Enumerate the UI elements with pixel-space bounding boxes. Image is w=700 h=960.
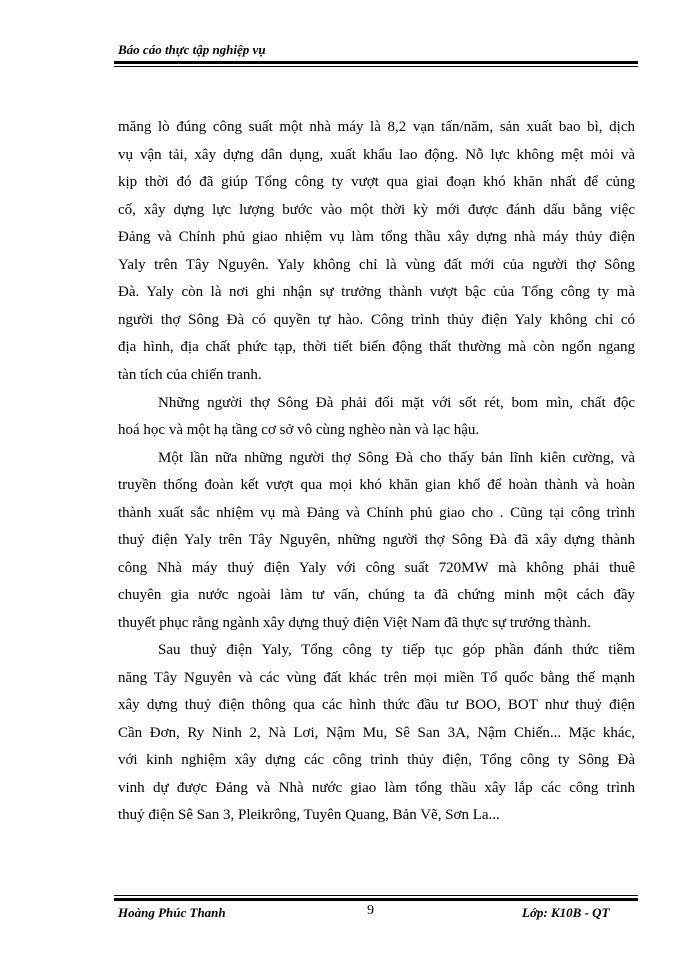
- body-line: truyền thống đoàn kết vượt qua mọi khó khăn gian khổ để hoàn thành và hoàn: [118, 477, 635, 493]
- body-line: thành xuất sắc nhiệm vụ mà Đảng và Chính phủ giao cho . Cũng tại công trình: [118, 505, 635, 521]
- footer-rule-thin: [114, 895, 638, 896]
- footer-class: Lớp: K10B - QT: [522, 905, 610, 920]
- body-line: xây dựng thuỷ điện thông qua các hình thức đầu tư BOO, BOT như thuỷ điện: [118, 697, 635, 713]
- body-line: Đảng và Chính phủ giao nhiệm vụ làm tổng thầu xây dựng nhà máy thủy điện: [118, 229, 635, 245]
- body-line: với kinh nghiệm xây dựng các công trình thủy điện, Tổng công ty Sông Đà: [118, 752, 635, 768]
- body-line: năng Tây Nguyên và các vùng đất khác trên mọi miền Tổ quốc bằng thế mạnh: [118, 670, 635, 686]
- page-number: 9: [367, 903, 374, 918]
- body-line: Đà. Yaly còn là nơi ghi nhận sự trưởng thành vượt bậc của Tổng công ty mà: [118, 284, 635, 300]
- body-line: Những người thợ Sông Đà phải đối mặt với sốt rét, bom mìn, chất độc: [158, 395, 635, 411]
- body-line: thuỷ điện Sê San 3, Pleikrông, Tuyên Quang, Bản Vẽ, Sơn La...: [118, 807, 500, 823]
- body-line: măng lò đúng công suất một nhà máy là 8,2 vạn tấn/năm, sản xuất bao bì, dịch: [118, 119, 635, 135]
- body-line: cố, xây dựng lực lượng bước vào một thời kỳ mới được đánh dấu bằng việc: [118, 202, 635, 218]
- body-line: Cần Đơn, Ry Ninh 2, Nà Lơi, Nậm Mu, Sê San 3A, Nậm Chiến... Mặc khác,: [118, 725, 635, 741]
- body-line: vụ vận tải, xây dựng dân dụng, xuất khẩu lao động. Nỗ lực không mệt mỏi và: [118, 147, 635, 163]
- body-line: hoá học và một hạ tầng cơ sở vô cùng nghèo nàn và lạc hậu.: [118, 422, 480, 438]
- body-line: vinh dự được Đảng và Nhà nước giao làm tổng thầu xây lắp các công trình: [118, 780, 635, 796]
- body-line: người thợ Sông Đà có quyền tự hào. Công trình thủy điện Yaly không chỉ có: [118, 312, 635, 328]
- footer-author: Hoàng Phúc Thanh: [118, 905, 226, 920]
- body-line: tàn tích của chiến tranh.: [118, 367, 262, 383]
- body-line: địa hình, địa chất phức tạp, thời tiết biến động thất thường mà còn ngổn ngang: [118, 339, 635, 355]
- body-line: thuyết phục rằng ngành xây dựng thuỷ điện Việt Nam đã thực sự trưởng thành.: [118, 615, 591, 631]
- body-line: Yaly trên Tây Nguyên. Yaly không chỉ là vùng đất mới của người thợ Sông: [118, 257, 635, 273]
- body-line: Sau thuỷ điện Yaly, Tổng công ty tiếp tục góp phần đánh thức tiềm: [158, 642, 635, 658]
- header-rule-thick: [114, 61, 638, 64]
- body-line: thuỷ điện Yaly trên Tây Nguyên, những người thợ Sông Đà đã xây dựng thành: [118, 532, 635, 548]
- body-line: công Nhà máy thuỷ điện Yaly với công suất 720MW mà không phải thuê: [118, 560, 635, 576]
- header-rule-thin: [114, 66, 638, 67]
- footer-rule-thick: [114, 898, 638, 901]
- body-line: Một lần nữa những người thợ Sông Đà cho thấy bản lĩnh kiên cường, và: [158, 450, 635, 466]
- body-line: kịp thời đó đã giúp Tổng công ty vượt qua giai đoạn khó khăn nhất để củng: [118, 174, 635, 190]
- body-line: chuyên gia nước ngoài làm tư vấn, chúng ta đã chứng minh một cách đầy: [118, 587, 635, 603]
- header-title: Báo cáo thực tập nghiệp vụ: [118, 42, 266, 57]
